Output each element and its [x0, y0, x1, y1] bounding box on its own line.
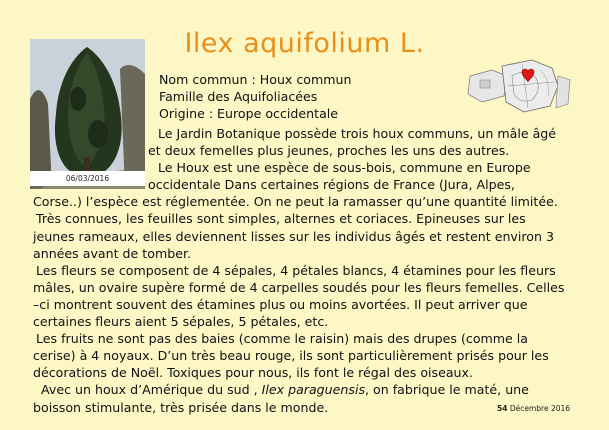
text-line: et deux femelles plus jeunes, proches les uns des autres.: [148, 143, 510, 159]
text-line: Le Houx est une espèce de sous-bois, commune en Europe: [158, 160, 531, 176]
plant-info: [159, 71, 352, 122]
text-line: cerise) à 4 noyaux. D’un très beau rouge, ils sont particulièrement prisés pour les: [33, 348, 549, 364]
map-illustration: [462, 56, 572, 116]
text-line: Les fruits ne sont pas des baies (comme le raisin) mais des drupes (comme la: [36, 331, 529, 347]
text-line: –ci montrent souvent des étamines plus ou moins avortées. Il peut arriver que: [33, 296, 528, 312]
species-name-italic: Ilex paraguensis: [261, 382, 366, 398]
footer-date: Décembre 2016: [509, 404, 571, 413]
garden-location-map: [462, 56, 572, 116]
description-text: [33, 125, 573, 416]
page-footer: [497, 404, 570, 413]
text-line: jeunes rameaux, elles deviennent lisses sur les individus âgés et restent environ 3: [33, 228, 554, 244]
common-name: Nom commun : Houx commun: [159, 72, 352, 87]
origin: Origine : Europe occidentale: [159, 106, 339, 121]
family-name: Famille des Aquifoliacées: [159, 89, 318, 104]
text-line: décorations de Noël. Toxiques pour nous, ils font le régal des oiseaux.: [33, 365, 473, 381]
photo-date-label: 06/03/2016: [30, 171, 145, 186]
text-segment: Avec un houx d’Amérique du sud ,: [41, 382, 262, 398]
text-line: [33, 381, 573, 398]
text-line: certaines fleurs aient 5 sépales, 5 pétales, etc.: [33, 314, 329, 330]
text-line: mâles, un ovaire supère formé de 4 carpelles soudés pour les fleurs femelles. Celles: [33, 279, 565, 295]
text-segment: , on fabrique le maté, une: [365, 382, 529, 398]
text-line: Le Jardin Botanique possède trois houx communs, un mâle âgé: [158, 126, 557, 141]
text-line: années avant de tomber.: [33, 245, 191, 261]
text-line: occidentale Dans certaines régions de France (Jura, Alpes,: [148, 177, 515, 193]
page-number: 54: [497, 404, 508, 413]
text-line: Corse..) l’espèce est réglementée. On ne peut la ramasser qu’une quantité limitée.: [33, 194, 558, 210]
text-line: Les fleurs se composent de 4 sépales, 4 pétales blancs, 4 étamines pour les fleurs: [36, 262, 556, 278]
text-line: Très connues, les feuilles sont simples, alternes et coriaces. Epineuses sur les: [36, 211, 526, 227]
page-title: Ilex aquifolium L.: [184, 28, 425, 59]
text-line: boisson stimulante, très prisée dans le monde.: [33, 399, 329, 415]
